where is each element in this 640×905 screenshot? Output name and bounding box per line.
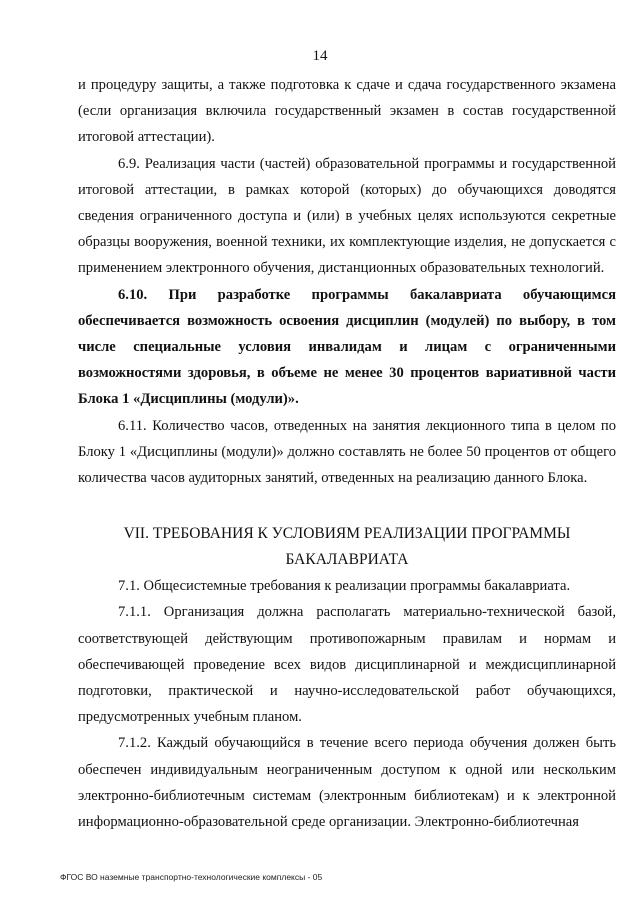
section-title xyxy=(78,521,616,573)
paragraph-continuation: и процедуру защиты, а также подготовка к сдаче и сдача государственного экзамена (если организация включила государственный экзамен в состав государственной итоговой аттестации). xyxy=(78,77,616,146)
paragraph-6-10: 6.10. При разработке программы бакалавриата обучающимся обеспечивается возможность освоения дисциплин (модулей) по выбору, в том числе специальные условия инвалидам и лицам с ограниченными возможностями здоровья, в объеме не менее 30 процентов вариативной части Блока 1 «Дисциплины (модули)». xyxy=(78,286,616,408)
section-title-line2: БАКАЛАВРИАТА xyxy=(285,551,409,569)
page-number: 14 xyxy=(312,48,328,64)
paragraph-7-1-1: 7.1.1. Организация должна располагать материально-технической базой, соответствующей действующим противопожарным правилам и нормам и обеспечивающей проведение всех видов дисциплинарной и междисциплинарной подготовки, практической и научно-исследовательской работ обучающихся, предусмотренных учебным планом. xyxy=(78,604,616,726)
section-title-line1: VII. ТРЕБОВАНИЯ К УСЛОВИЯМ РЕАЛИЗАЦИИ ПРОГРАММЫ xyxy=(123,525,571,543)
document-body xyxy=(78,72,616,835)
paragraph-7-1-2: 7.1.2. Каждый обучающийся в течение всего периода обучения должен быть обеспечен индивидуальным неограниченным доступом к одной или нескольким электронно-библиотечным системам (электронным библиотекам) и к электронной информационно-образовательной среде организации. Электронно-библиотечная xyxy=(78,735,616,831)
paragraph-7-1: 7.1. Общесистемные требования к реализации программы бакалавриата. xyxy=(118,578,571,595)
footer: ФГОС ВО наземные транспортно-технологические комплексы - 05 xyxy=(60,872,323,882)
paragraph-6-11: 6.11. Количество часов, отведенных на занятия лекционного типа в целом по Блоку 1 «Дисциплины (модули)» должно составлять не более 50 процентов от общего количества часов аудиторных занятий, отведенных на реализацию данного Блока. xyxy=(78,417,616,487)
paragraph-6-9: 6.9. Реализация части (частей) образовательной программы и государственной итоговой аттестации, в рамках которой (которых) до обучающихся доводятся сведения ограниченного доступа и (или) в учебных целях используются секретные образцы вооружения, военной техники, их комплектующие изделия, не допускается с применением электронного обучения, дистанционных образовательных технологий. xyxy=(78,155,616,277)
